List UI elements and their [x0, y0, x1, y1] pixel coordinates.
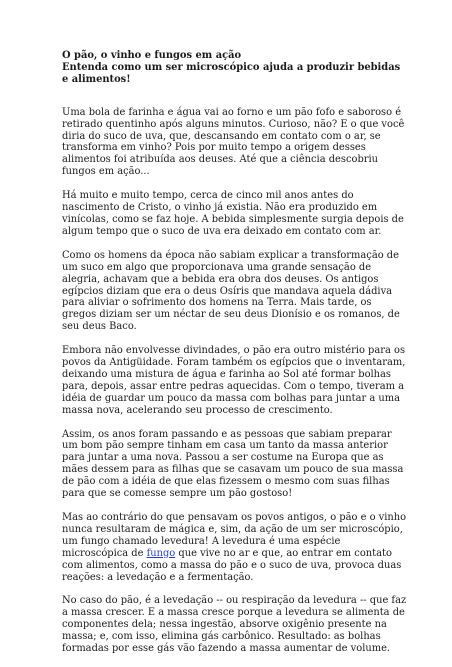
article [62, 50, 408, 667]
fungo-link[interactable]: fungo [146, 547, 176, 559]
paragraph-7: No caso do pão, é a levedação -- ou respiração da levedura -- que faz a massa crescer. E a massa cresce porque a levedura se alimenta de componentes dela; nessa ingestão, absorve oxigênio presente na massa; e, com isso, elimina gás carbônico. Resultado: as bolhas formadas por esse gás vão fazendo a massa aumentar de volume. [62, 595, 407, 655]
paragraph-5: Assim, os anos foram passando e as pessoas que sabiam preparar um bom pão sempre tinham em casa um tanto da massa anterior para juntar a uma nova. Passou a ser costume na Europa que as mães dessem para as filhas que se casavam um pouco de sua massa de pão com a idéia de que elas fizessem o mesmo com suas filhas para que se comesse sempre um pão gostoso! [62, 428, 404, 500]
article-header [62, 50, 408, 86]
paragraph-4: Embora não envolvesse divindades, o pão era outro mistério para os povos da Antigüidade. Foram também os egípcios que o inventaram, deixando uma mistura de água e farinha ao Sol até formar bolhas para, depois, assar entre pedras aquecidas. Com o tempo, tiveram a idéia de guardar um pouco da massa com bolhas para juntar a uma massa nova, acelerando seu processo de crescimento. [62, 345, 406, 416]
paragraph-2: Há muito e muito tempo, cerca de cinco mil anos antes do nascimento de Cristo, o vinho já existia. Não era produzido em vinícolas, como se faz hoje. A bebida simplesmente surgia depois de algum tempo que o suco de uva era deixado em contato com ar. [62, 190, 404, 237]
article-subtitle: Entenda como um ser microscópico ajuda a produzir bebidas e alimentos! [62, 61, 401, 85]
paragraph-6 [62, 512, 408, 583]
paragraph-1: Uma bola de farinha e água vai ao forno e um pão fofo e saboroso é retirado quentinho após alguns minutos. Curioso, não? E o que você diria do suco de uva, que, descansando em contato com o ar, se transforma em vinho? Pois por muito tempo a origem desses alimentos foi atribuída aos deuses. Até que a ciência descobriu fungos em ação... [62, 106, 405, 178]
paragraph-6-text-after: que vive no ar e que, ao entrar em contato com alimentos, como a massa do pão e o suco de uva, provoca duas reações: a levedação e a fermentação. [62, 547, 402, 583]
paragraph-3: Como os homens da época não sabiam explicar a transformação de um suco em algo que proporcionava uma grande sensação de alegria, achavam que a bebida era obra dos deuses. Os antigos egípcios diziam que era o deus Osíris que mandava aquela dádiva para aliviar o sofrimento dos homens na Terra. Mais tarde, os gregos diziam ser um néctar de seu deus Dionísio e os romanos, de seu deus Baco. [62, 249, 400, 333]
paragraph-6-text-before: Mas ao contrário do que pensavam os povos antigos, o pão e o vinho nunca resultaram de mágica e, sim, da ação de um ser microscópio, um fungo chamado levedura! A levedura é uma espécie microscópica de [62, 512, 407, 559]
article-title: O pão, o vinho e fungos em ação [62, 50, 242, 61]
